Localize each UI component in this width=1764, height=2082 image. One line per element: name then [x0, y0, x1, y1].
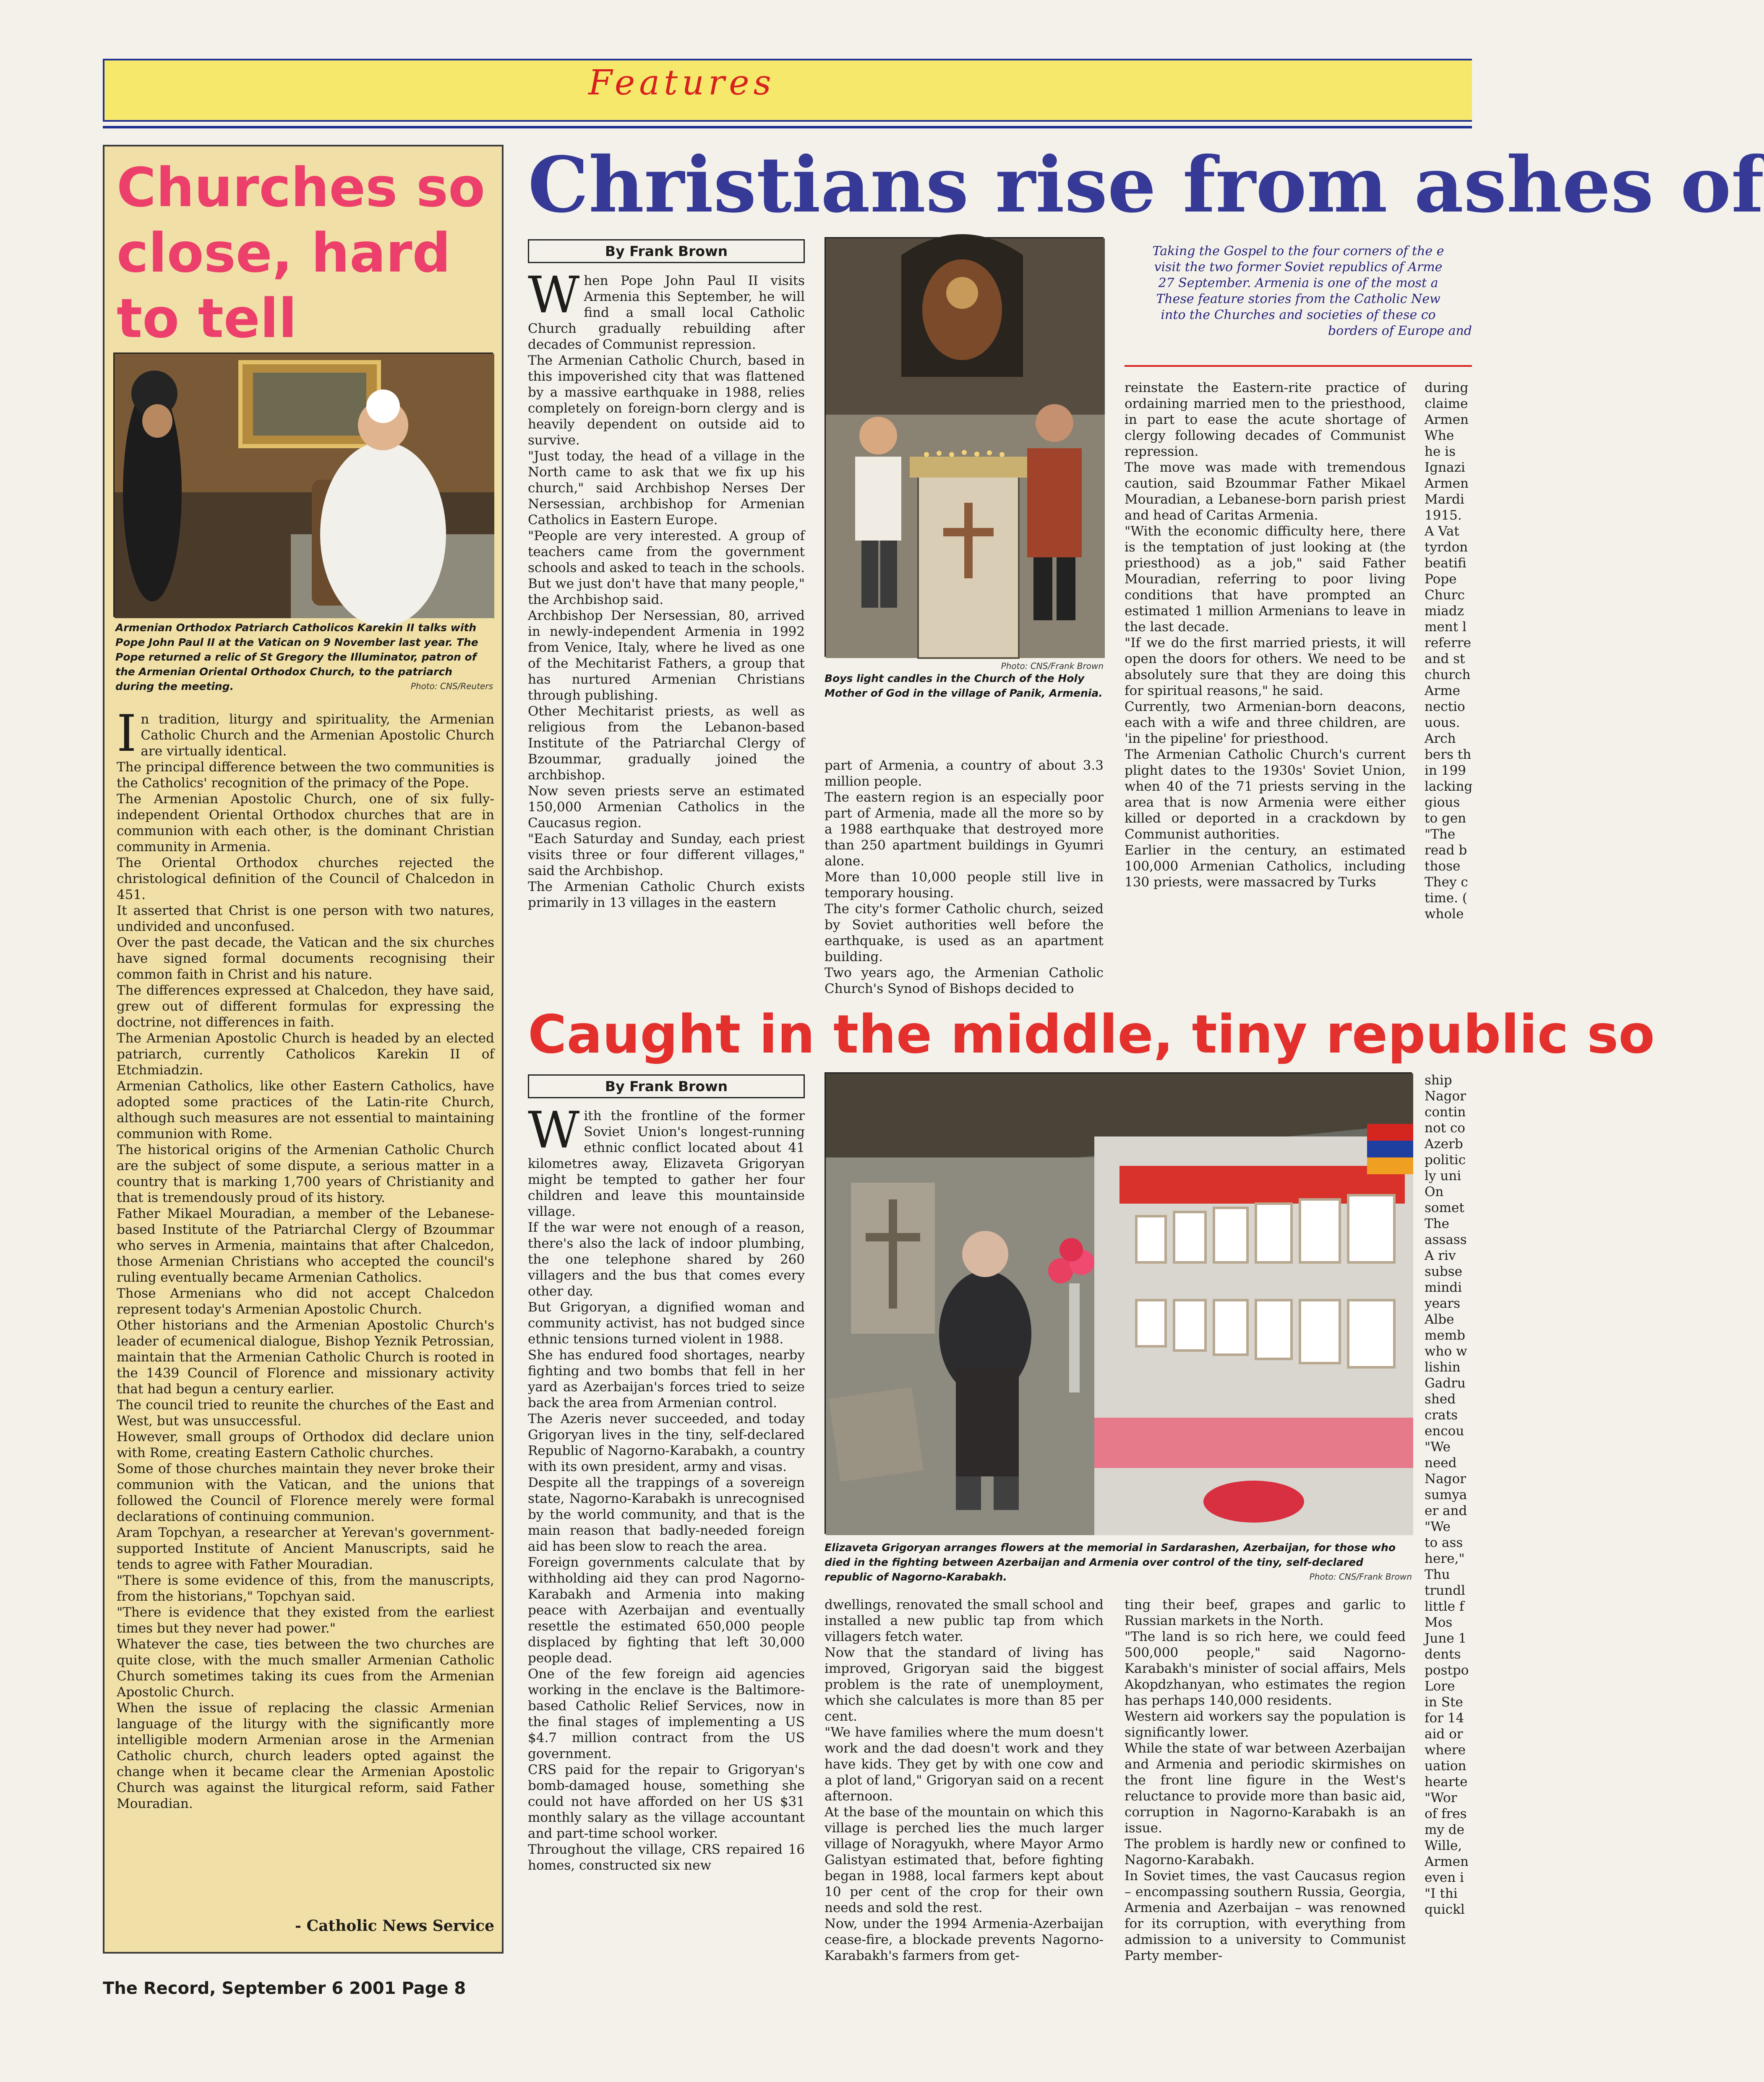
paragraph: "There is evidence that they existed from the earliest times but they never had power.": [117, 1605, 494, 1636]
cut-line: read b: [1425, 843, 1467, 858]
cut-line: need: [1425, 1455, 1457, 1471]
paragraph: The historical origins of the Armenian Catholic Church are the subject of some dispute, a serious matter in a country that is marking 1,700 years of Christianity and that is tremendously proud of its history.: [117, 1142, 494, 1205]
cut-line: Arch: [1425, 731, 1456, 746]
cut-line: Gadru: [1425, 1376, 1466, 1391]
sidebar-photo-credit: Photo: CNS/Reuters: [410, 681, 493, 691]
paragraph: Other Mechitarist priests, as well as religious from the Lebanon-based Institute of the Patriarchal Clergy of Bzoummar, gradually joined the archbishop.: [528, 704, 805, 783]
intro-divider: [1125, 365, 1472, 367]
cut-line: little f: [1425, 1599, 1464, 1614]
footer-publication: The Record, September 6 2001: [103, 1979, 396, 1998]
cut-line: Pope: [1425, 572, 1457, 587]
cut-line: ly uni: [1425, 1168, 1461, 1183]
paragraph: "With the economic difficulty here, there is the temptation of just looking at (the priesthood) as a job," said Father Mouradian, referring to poor living conditions that have prompted an estimated 1 million Armenians to leave in the last decade.: [1125, 524, 1406, 635]
cut-line: Armen: [1425, 476, 1469, 491]
candles-photo-credit: Photo: CNS/Frank Brown: [1001, 661, 1104, 671]
paragraph: Some of those churches maintain they never broke their communion with the Vatican, and the unions that followed the Council of Florence merely were formal declarations of continuing communion.: [117, 1461, 494, 1524]
cut-line: in 199: [1425, 763, 1466, 778]
paragraph: dwellings, renovated the small school and installed a new public tap from which villagers fetch water.: [825, 1597, 1104, 1644]
paragraph: While the state of war between Azerbaijan and Armenia and periodic skirmishes on the front line figure in the West's reluctance to provide more than basic aid, corruption in Nagorno-Karabakh is an issue.: [1125, 1741, 1406, 1836]
paragraph: The eastern region is an especially poor part of Armenia, made all the more so by a 1988 earthquake that destroyed more than 250 apartment buildings in Gyumri alone.: [825, 790, 1104, 869]
cut-line: A riv: [1425, 1248, 1456, 1263]
cut-line: in Ste: [1425, 1695, 1463, 1710]
paragraph: Currently, two Armenian-born deacons, each with a wife and three children, are 'in the pipeline' for priesthood.: [1125, 699, 1406, 746]
story2-column-1: [528, 1101, 805, 1926]
cut-line: er and: [1425, 1503, 1467, 1518]
cut-line: Wille,: [1425, 1838, 1462, 1853]
cut-line: even i: [1425, 1870, 1464, 1885]
cut-line: subse: [1425, 1264, 1462, 1279]
cut-line: who w: [1425, 1344, 1467, 1359]
story1-column-4-cut: [1425, 380, 1472, 986]
paragraph: "We have families where the mum doesn't work and the dad doesn't work and they have kids. They get by with one cow and a plot of land," Grigoryan said on a recent afternoon.: [825, 1725, 1104, 1804]
cut-line: mindi: [1425, 1280, 1462, 1295]
cut-line: he is: [1425, 444, 1456, 459]
cut-line: ship: [1425, 1073, 1452, 1088]
sidebar-signature: - Catholic News Service: [295, 1917, 494, 1935]
intro-line: Taking the Gospel to the four corners of the e: [1152, 244, 1444, 259]
paragraph: The move was made with tremendous caution, said Bzoummar Father Mikael Mouradian, a Lebanese-born parish priest and head of Caritas Armenia.: [1125, 460, 1406, 523]
sidebar-dropcap: I: [117, 705, 137, 763]
cut-line: not co: [1425, 1121, 1465, 1136]
cut-line: A Vat: [1425, 524, 1459, 539]
cut-line: Lore: [1425, 1679, 1455, 1694]
paragraph: ting their beef, grapes and garlic to Russian markets in the North.: [1125, 1597, 1406, 1628]
paragraph: The Armenian Apostolic Church, one of six fully-independent Oriental Orthodox churches that are in communion with each other, is the dominant Christian community in Armenia.: [117, 792, 494, 854]
cut-line: Azerb: [1425, 1136, 1463, 1152]
cut-line: lishin: [1425, 1360, 1461, 1375]
cut-line: claime: [1425, 396, 1468, 411]
cut-line: Whe: [1425, 428, 1454, 443]
cut-line: where: [1425, 1742, 1466, 1758]
cut-line: Ignazi: [1425, 460, 1465, 475]
paragraph: Father Mikael Mouradian, a member of the Lebanese-based Institute of the Patriarchal Clergy of Bzoummar who serves in Armenia, maintains that after Chalcedon, those Armenian Christians who accepted the council's ruling eventually became Armenian Catholics.: [117, 1206, 494, 1285]
paragraph: Over the past decade, the Vatican and the six churches have signed formal documents recognising their common faith in Christ and his nature.: [117, 935, 494, 982]
photo-candles-illustration: [826, 238, 1105, 658]
story1-column-2: [825, 758, 1104, 996]
paragraph: Armenian Catholics, like other Eastern Catholics, have adopted some practices of the Latin-rite Church, although such measures are not essential to maintaining communion with Rome.: [117, 1079, 494, 1142]
paragraph: Foreign governments calculate that by withholding aid they can prod Nagorno-Karabakh and Armenia into making peace with Azerbaijan and eventually resettle the estimated 650,000 people displaced by fighting that left 30,000 people dead.: [528, 1555, 805, 1666]
paragraph: CRS paid for the repair to Grigoryan's bomb-damaged house, something she could not have afforded on her US $31 monthly salary as the village accountant and part-time school worker.: [528, 1762, 805, 1841]
cut-line: Thu: [1425, 1567, 1450, 1582]
paragraph: Western aid workers say the population is significantly lower.: [1125, 1709, 1406, 1740]
memorial-photo-caption: [825, 1540, 1412, 1584]
intro-line: 27 September. Armenia is one of the most a: [1158, 276, 1438, 290]
cut-line: "The: [1425, 827, 1456, 842]
paragraph: "Each Saturday and Sunday, each priest visits three or four different villages," said the Archbishop.: [528, 831, 805, 878]
cut-line: ment l: [1425, 619, 1467, 635]
cut-line: referre: [1425, 635, 1471, 650]
cut-line: assass: [1425, 1232, 1467, 1247]
paragraph: Other historians and the Armenian Apostolic Church's leader of ecumenical dialogue, Bishop Yeznik Petrossian, maintain that the Armenian Catholic Church is rooted in the 1439 Council of Florence and missionary activity that had begun a century earlier.: [117, 1318, 494, 1397]
paragraph: The Oriental Orthodox churches rejected the christological definition of the Council of Chalcedon in 451.: [117, 855, 494, 902]
cut-line: tyrdon: [1425, 540, 1468, 555]
footer-page-number: Page 8: [402, 1979, 466, 1998]
cut-line: memb: [1425, 1328, 1465, 1343]
photo-memorial-illustration: [826, 1074, 1413, 1535]
paragraph: More than 10,000 people still live in temporary housing.: [825, 870, 1104, 901]
paragraph: Two years ago, the Armenian Catholic Church's Synod of Bishops decided to: [825, 965, 1104, 996]
paragraph: The Armenian Apostolic Church is headed by an elected patriarch, currently Catholicos Karekin II of Etchmiadzin.: [117, 1031, 494, 1078]
paragraph: Those Armenians who did not accept Chalcedon represent today's Armenian Apostolic Church.: [117, 1286, 494, 1317]
cut-line: hearte: [1425, 1774, 1468, 1789]
paragraph: reinstate the Eastern-rite practice of ordaining married men to the priesthood, in part to ease the acute shortage of clergy following decades of Communist repression.: [1125, 380, 1406, 459]
cut-line: trundl: [1425, 1583, 1465, 1598]
paragraph: "If we do the first married priests, it will open the doors for others. We need to be absolutely sure that they are doing this for spiritual reasons," he said.: [1125, 635, 1406, 698]
cut-line: for 14: [1425, 1711, 1464, 1726]
story1-column-3: [1125, 380, 1406, 986]
cut-line: of fres: [1425, 1806, 1467, 1821]
paragraph: Archbishop Der Nersessian, 80, arrived in newly-independent Armenia in 1992 from Venice, Italy, where he lived as one of the Mechitarist Fathers, a group that has nurtured Armenian Christians through publishing.: [528, 608, 805, 703]
cut-line: to ass: [1425, 1535, 1463, 1550]
photo-pope-illustration: [115, 354, 494, 618]
paragraph: The council tried to reunite the churches of the East and West, but was unsuccessful.: [117, 1398, 494, 1429]
cut-line: and st: [1425, 651, 1465, 666]
cut-line: Armen: [1425, 1854, 1469, 1869]
paragraph: "The land is so rich here, we could feed 500,000 people," said Nagorno-Karabakh's minister of social affairs, Mels Akopdzhanyan, who estimates the region has perhaps 140,000 residents.: [1125, 1629, 1406, 1708]
cut-line: contin: [1425, 1105, 1466, 1120]
paragraph: Despite all the trappings of a sovereign state, Nagorno-Karabakh is unrecognised by the world community, and that is the main reason that badly-needed foreign aid has been slow to reach the area.: [528, 1475, 805, 1554]
cut-line: Arme: [1425, 683, 1460, 698]
paragraph: If the war were not enough of a reason, there's also the lack of indoor plumbing, the one telephone shared by 260 villagers and the bus that comes every other day.: [528, 1220, 805, 1299]
cut-line: The: [1425, 1216, 1449, 1231]
paragraph: hen Pope John Paul II visits Armenia this September, he will find a small local Catholic Church gradually rebuilding after decades of Communist repression.: [528, 273, 805, 352]
sidebar-article-body: [117, 705, 494, 1912]
cut-line: Mos: [1425, 1615, 1453, 1630]
memorial-caption-text: Elizaveta Grigoryan arranges flowers at the memorial in Sardarashen, Azerbaijan, for those who died in the fighting between Azerbaijan and Armenia over control of the tiny, self-declared republic of Nagorno-Karabakh.: [825, 1541, 1396, 1583]
cut-line: They c: [1425, 875, 1468, 890]
story2-dropcap: W: [528, 1101, 580, 1160]
paragraph: The differences expressed at Chalcedon, they have said, grew out of different formulas for expressing the doctrine, not differences in faith.: [117, 983, 494, 1030]
cut-line: On: [1425, 1184, 1444, 1199]
cut-line: 1915.: [1425, 508, 1462, 523]
paragraph: At the base of the mountain on which this village is perched lies the much larger village of Noragyukh, where Mayor Armo Galistyan estimated that, before fighting began in 1988, local farmers kept about 10 per cent of the crop for their own needs and sold the rest.: [825, 1805, 1104, 1915]
paragraph: The problem is hardly new or confined to Nagorno-Karabakh.: [1125, 1836, 1406, 1868]
paragraph: She has endured food shortages, nearby fighting and two bombs that fell in her yard as Azerbaijan's forces tried to seize back the area from Armenian control.: [528, 1348, 805, 1411]
paragraph: The Armenian Catholic Church exists primarily in 13 villages in the eastern: [528, 879, 805, 910]
cut-line: uous.: [1425, 715, 1460, 730]
paragraph: part of Armenia, a country of about 3.3 million people.: [825, 758, 1104, 789]
sidebar-headline: Churches so close, hard to tell: [117, 157, 485, 350]
intro-line: visit the two former Soviet republics of Arme: [1154, 260, 1443, 274]
cut-line: during: [1425, 380, 1469, 395]
paragraph: ith the frontline of the former Soviet Union's longest-running ethnic conflict located about 41 kilometres away, Elizaveta Grigoryan might be tempted to gather her four children and leave this mountainside village.: [528, 1108, 805, 1219]
cut-line: June 1: [1425, 1631, 1467, 1646]
cut-line: lacking: [1425, 779, 1473, 794]
cut-line: dents: [1425, 1647, 1461, 1662]
cut-line: "Wor: [1425, 1790, 1457, 1805]
story2-column-4-cut: [1425, 1072, 1472, 1928]
paragraph: Aram Topchyan, a researcher at Yerevan's government-supported Institute of Ancient Manuscripts, said he tends to agree with Father Mouradian.: [117, 1525, 494, 1572]
photo-boys-lighting-candles: [825, 237, 1104, 657]
paragraph: The Azeris never succeeded, and today Grigoryan lives in the tiny, self-declared Republic of Nagorno-Karabakh, a country with its own president, army and visas.: [528, 1411, 805, 1474]
cut-line: Mardi: [1425, 492, 1464, 507]
cut-line: quickl: [1425, 1902, 1465, 1917]
cut-line: uation: [1425, 1758, 1467, 1774]
cut-line: "I thi: [1425, 1886, 1458, 1901]
cut-line: "We: [1425, 1519, 1451, 1534]
paragraph: In Soviet times, the vast Caucasus region – encompassing southern Russia, Georgia, Armenia and Azerbaijan – was renowned for its corruption, with everything from admission to a university to Communist Party member-: [1125, 1868, 1406, 1963]
cut-line: bers th: [1425, 747, 1472, 762]
paragraph: "There is some evidence of this, from the manuscripts, from the historians," Topchyan said.: [117, 1573, 494, 1604]
cut-line: my de: [1425, 1822, 1464, 1837]
cut-line: "We: [1425, 1439, 1451, 1455]
paragraph: The principal difference between the two communities is the Catholics' recognition of the primacy of the Pope.: [117, 760, 494, 791]
paragraph: Now seven priests serve an estimated 150,000 Armenian Catholics in the Caucasus region.: [528, 784, 805, 831]
paragraph: "Just today, the head of a village in the North came to ask that we fix up his church," said Archbishop Nerses Der Nersessian, archbishop for Armenian Catholics in Eastern Europe.: [528, 449, 805, 528]
cut-line: whole: [1425, 906, 1464, 922]
paragraph: Now, under the 1994 Armenia-Azerbaijan cease-fire, a blockade prevents Nagorno-Karabakh's farmers from get-: [825, 1916, 1104, 1963]
candles-photo-caption: [825, 661, 1104, 700]
cut-line: somet: [1425, 1200, 1464, 1215]
paragraph: "People are very interested. A group of teachers came from the government schools and asked to teach in the schools. But we just don't have that many people," the Archbishop said.: [528, 528, 805, 607]
sidebar-photo-caption: [115, 620, 493, 694]
cut-line: shed: [1425, 1392, 1456, 1407]
story1-dropcap: W: [528, 266, 580, 324]
intro-line: These feature stories from the Catholic New: [1156, 292, 1440, 306]
candles-caption-text: Boys light candles in the Church of the Holy Mother of God in the village of Panik, Armenia.: [825, 672, 1103, 699]
cut-line: postpo: [1425, 1663, 1469, 1678]
story2-headline: Caught in the middle, tiny republic so: [528, 1003, 1655, 1065]
cut-line: time. (: [1425, 891, 1467, 906]
paragraph: When the issue of replacing the classic Armenian language of the liturgy with the significantly more intelligible modern Armenian arose in the Armenian Catholic church, church leaders opted against the change when it became clear the Armenian Apostolic Church was against the liturgical reform, said Father Mouradian.: [117, 1701, 494, 1811]
story1-byline: By Frank Brown: [528, 239, 805, 263]
story1-headline: Christians rise from ashes of: [528, 140, 1764, 230]
cut-line: church: [1425, 667, 1471, 682]
cut-line: here,": [1425, 1551, 1465, 1566]
paragraph: Earlier in the century, an estimated 100,000 Armenian Catholics, including 130 priests, were massacred by Turks: [1125, 843, 1406, 890]
cut-line: Armen: [1425, 412, 1469, 427]
cut-line: sumya: [1425, 1487, 1467, 1502]
cut-line: Churc: [1425, 588, 1465, 603]
intro-line: borders of Europe and: [1328, 324, 1472, 338]
photo-memorial-sardarashen: [825, 1072, 1412, 1534]
story2-column-2: [825, 1597, 1104, 1963]
paragraph: Whatever the case, ties between the two churches are quite close, with the much smaller Armenian Catholic Church sometimes taking its cues from the Armenian Apostolic Church.: [117, 1637, 494, 1700]
header-rule: [103, 126, 1472, 128]
paragraph: One of the few foreign aid agencies working in the enclave is the Baltimore-based Catholic Relief Services, now in the final stages of implementing a US $4.7 million contract from the US government.: [528, 1667, 805, 1761]
story1-column-1: [528, 266, 805, 986]
intro-line: into the Churches and societies of these co: [1161, 308, 1436, 322]
photo-pope-and-patriarch: [113, 353, 493, 617]
page-footer: [103, 1979, 472, 1998]
paragraph: Throughout the village, CRS repaired 16 homes, constructed six new: [528, 1842, 805, 1873]
cut-line: beatifi: [1425, 556, 1467, 571]
paragraph: The Armenian Catholic Church, based in this impoverished city that was flattened by a massive earthquake in 1988, relies completely on foreign-born clergy and is heavily dependent on outside aid to survive.: [528, 353, 805, 448]
cut-line: aid or: [1425, 1727, 1463, 1742]
paragraph: n tradition, liturgy and spirituality, the Armenian Catholic Church and the Armenian Apostolic Church are virtually identical.: [141, 712, 494, 759]
paragraph: The city's former Catholic church, seized by Soviet authorities well before the earthquake, is used as an apartment building.: [825, 901, 1104, 964]
paragraph: Now that the standard of living has improved, Grigoryan said the biggest problem is the rate of unemployment, which she calculates is more than 85 per cent.: [825, 1645, 1104, 1724]
cut-line: years: [1425, 1296, 1461, 1311]
cut-line: Nagor: [1425, 1089, 1466, 1104]
memorial-photo-credit: Photo: CNS/Frank Brown: [1309, 1572, 1412, 1582]
sidebar-caption-text: Armenian Orthodox Patriarch Catholicos Karekin II talks with Pope John Paul II at the Vatican on 9 November last year. The Pope returned a relic of St Gregory the Illuminator, patron of the Armenian Oriental Orthodox Church, to the patriarch during the meeting.: [115, 622, 478, 692]
paragraph: However, small groups of Orthodox did declare union with Rome, creating Eastern Catholic churches.: [117, 1429, 494, 1460]
cut-line: to gen: [1425, 811, 1467, 826]
story1-intro-blurb: [1125, 243, 1472, 339]
paragraph: It asserted that Christ is one person with two natures, undivided and unconfused.: [117, 903, 494, 934]
cut-line: nectio: [1425, 699, 1465, 714]
cut-line: those: [1425, 859, 1461, 874]
cut-line: politic: [1425, 1152, 1466, 1168]
cut-line: miadz: [1425, 603, 1464, 619]
paragraph: But Grigoryan, a dignified woman and community activist, has not budged since ethnic tensions turned violent in 1988.: [528, 1300, 805, 1347]
story2-byline: By Frank Brown: [528, 1074, 805, 1098]
cut-line: encou: [1425, 1424, 1464, 1439]
paragraph: The Armenian Catholic Church's current plight dates to the 1930s' Soviet Union, when 40 of the 71 priests serving in the area that is now Armenia were either killed or deported in a crackdown by Communist authorities.: [1125, 747, 1406, 842]
cut-line: Nagor: [1425, 1471, 1466, 1486]
section-label: Features: [588, 63, 775, 103]
story2-column-3: [1125, 1597, 1406, 1963]
cut-line: crats: [1425, 1408, 1458, 1423]
cut-line: Albe: [1425, 1312, 1454, 1327]
cut-line: gious: [1425, 795, 1460, 810]
